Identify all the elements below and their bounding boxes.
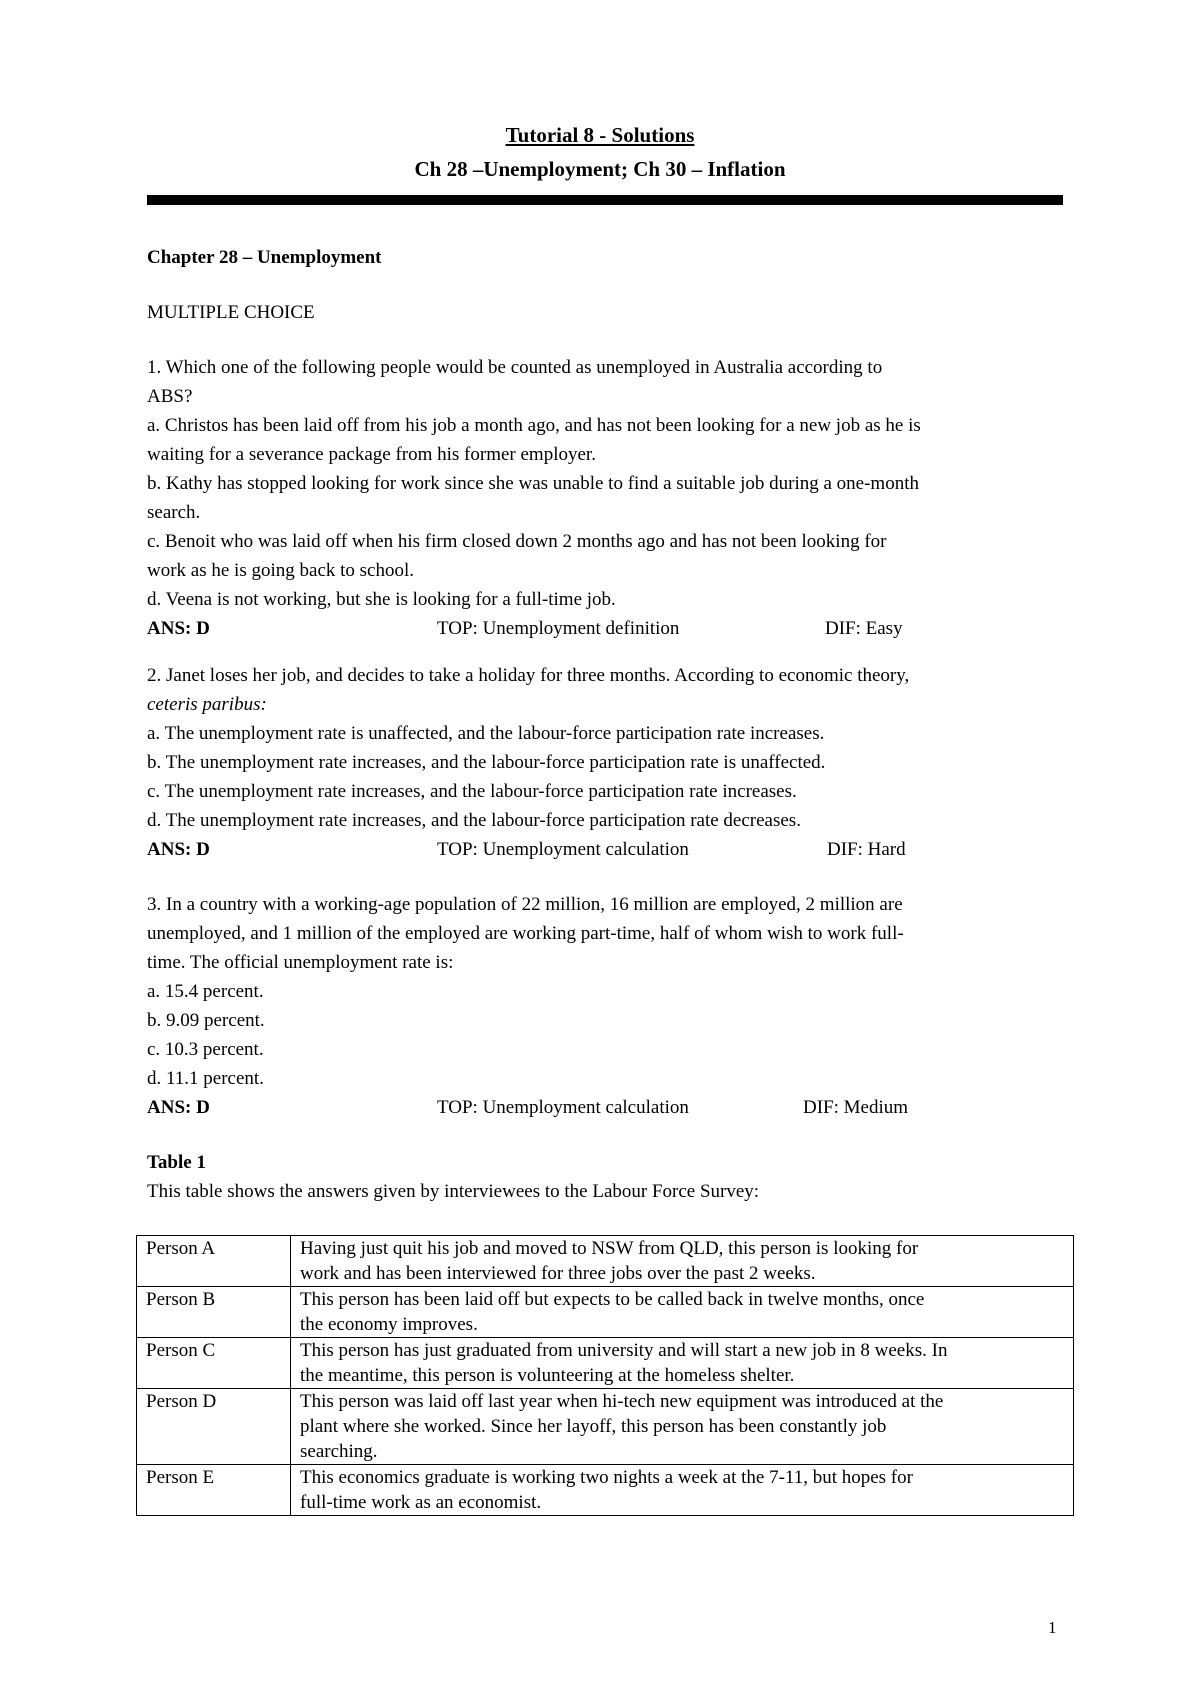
answer-key: ANS: D [147, 839, 210, 860]
question-3 [147, 890, 1063, 1122]
spacer [147, 1122, 1063, 1148]
option-line: c. Benoit who was laid off when his firm closed down 2 months ago and has not been looking for [147, 531, 887, 552]
question-stem-line: 3. In a country with a working-age population of 22 million, 16 million are employed, 2 million are [147, 894, 903, 915]
answer-text-line: This person was laid off last year when hi-tech new equipment was introduced at the [300, 1391, 944, 1412]
option-line: a. 15.4 percent. [147, 981, 264, 1002]
question-2 [147, 661, 1063, 864]
table-cell-person: Person A [137, 1236, 291, 1287]
table-cell-answer [291, 1287, 1074, 1338]
answer-difficulty: DIF: Hard [827, 839, 906, 860]
answer-text-line: the economy improves. [300, 1314, 478, 1335]
question-stem-line: 1. Which one of the following people would be counted as unemployed in Australia according to [147, 357, 883, 378]
document-subtitle: Ch 28 –Unemployment; Ch 30 – Inflation [414, 157, 786, 181]
table-cell-answer [291, 1389, 1074, 1465]
table-cell-answer [291, 1338, 1074, 1389]
document-title: Tutorial 8 - Solutions [505, 123, 695, 147]
option-line: work as he is going back to school. [147, 560, 415, 581]
answer-text-line: the meantime, this person is volunteering at the homeless shelter. [300, 1365, 795, 1386]
table-caption: This table shows the answers given by interviewees to the Labour Force Survey: [147, 1181, 760, 1202]
question-stem-line: 2. Janet loses her job, and decides to take a holiday for three months. According to economic theory, [147, 665, 910, 686]
option-line: a. The unemployment rate is unaffected, and the labour-force participation rate increases. [147, 723, 825, 744]
document-header [0, 118, 1200, 186]
answer-topic: TOP: Unemployment definition [437, 618, 680, 639]
answer-text-line: This person has just graduated from university and will start a new job in 8 weeks. In [300, 1340, 948, 1361]
answer-line [147, 614, 1063, 643]
table-row [137, 1236, 1074, 1287]
answer-key: ANS: D [147, 1097, 210, 1118]
table-row [137, 1287, 1074, 1338]
header-rule [147, 195, 1063, 205]
table-cell-answer [291, 1236, 1074, 1287]
table-cell-person: Person D [137, 1389, 291, 1465]
option-line: d. 11.1 percent. [147, 1068, 264, 1089]
answer-text-line: full-time work as an economist. [300, 1492, 542, 1513]
chapter-heading: Chapter 28 – Unemployment [147, 247, 382, 268]
question-1 [147, 353, 1063, 643]
answer-text-line: This economics graduate is working two nights a week at the 7-11, but hopes for [300, 1467, 913, 1488]
option-line: b. The unemployment rate increases, and the labour-force participation rate is unaffected. [147, 752, 826, 773]
option-line: d. Veena is not working, but she is looking for a full-time job. [147, 589, 616, 610]
answer-difficulty: DIF: Easy [825, 618, 903, 639]
main-content [147, 243, 1063, 1206]
table-title: Table 1 [147, 1152, 206, 1173]
question-stem-italic: ceteris paribus: [147, 694, 267, 715]
question-stem-line: time. The official unemployment rate is: [147, 952, 454, 973]
option-line: search. [147, 502, 201, 523]
option-line: b. 9.09 percent. [147, 1010, 265, 1031]
section-heading: MULTIPLE CHOICE [147, 302, 315, 323]
spacer [147, 643, 1063, 661]
answer-topic: TOP: Unemployment calculation [437, 1097, 689, 1118]
table-row [137, 1338, 1074, 1389]
option-line: waiting for a severance package from his former employer. [147, 444, 596, 465]
answer-text-line: searching. [300, 1441, 378, 1462]
answer-text-line: This person has been laid off but expects to be called back in twelve months, once [300, 1289, 925, 1310]
answer-key: ANS: D [147, 618, 210, 639]
option-line: c. 10.3 percent. [147, 1039, 264, 1060]
answer-text-line: work and has been interviewed for three jobs over the past 2 weeks. [300, 1263, 816, 1284]
page-number: 1 [1048, 1618, 1057, 1637]
table-row [137, 1389, 1074, 1465]
answer-line [147, 1093, 1063, 1122]
answer-text-line: plant where she worked. Since her layoff, this person has been constantly job [300, 1416, 887, 1437]
answer-topic: TOP: Unemployment calculation [437, 839, 689, 860]
option-line: b. Kathy has stopped looking for work since she was unable to find a suitable job during a one-month [147, 473, 919, 494]
table-cell-person: Person B [137, 1287, 291, 1338]
table-cell-answer [291, 1465, 1074, 1516]
answer-text-line: Having just quit his job and moved to NSW from QLD, this person is looking for [300, 1238, 919, 1259]
option-line: c. The unemployment rate increases, and the labour-force participation rate increases. [147, 781, 797, 802]
question-stem-line: unemployed, and 1 million of the employed are working part-time, half of whom wish to work full- [147, 923, 904, 944]
table-cell-person: Person C [137, 1338, 291, 1389]
table-cell-person: Person E [137, 1465, 291, 1516]
option-line: d. The unemployment rate increases, and the labour-force participation rate decreases. [147, 810, 801, 831]
labour-force-table [136, 1235, 1074, 1516]
question-stem-line: ABS? [147, 386, 193, 407]
answer-difficulty: DIF: Medium [803, 1097, 909, 1118]
table-row [137, 1465, 1074, 1516]
option-line: a. Christos has been laid off from his job a month ago, and has not been looking for a new job as he is [147, 415, 921, 436]
answer-line [147, 835, 1063, 864]
spacer [147, 864, 1063, 890]
